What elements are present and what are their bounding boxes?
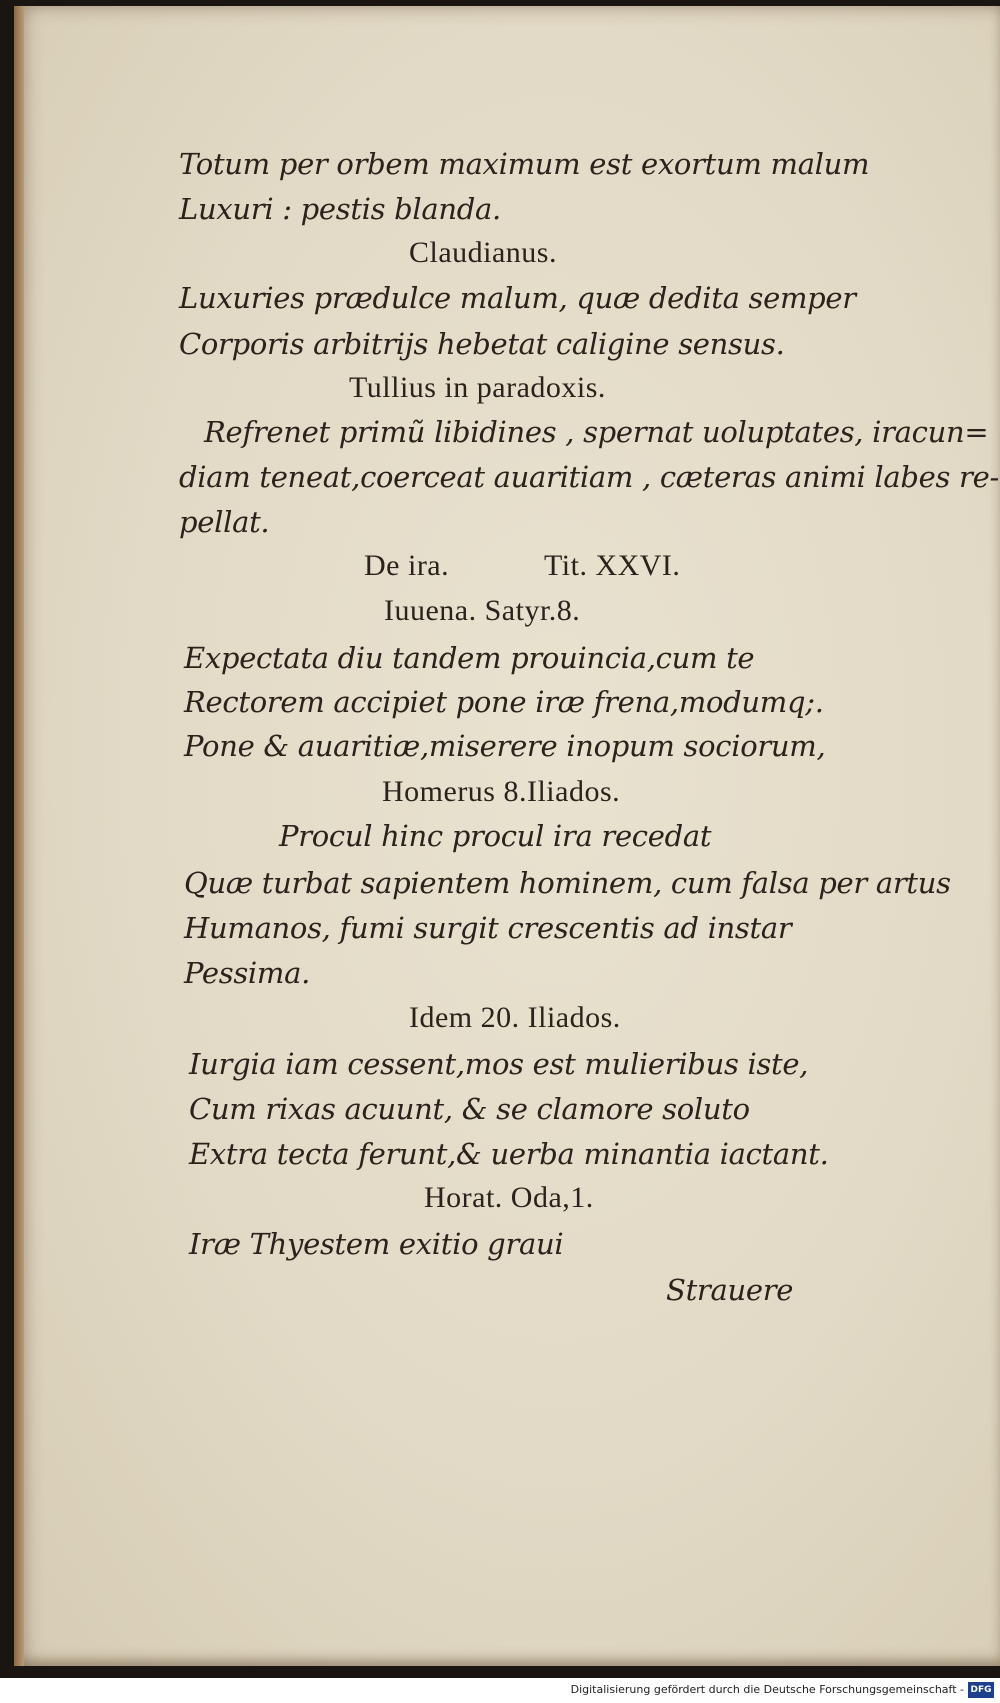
verse-line: Iræ Thyestem exitio graui xyxy=(189,1227,564,1261)
verse-line: Pone & auaritiæ,miserere inopum sociorum, xyxy=(184,729,826,763)
catchword: Strauere xyxy=(666,1273,794,1307)
author-heading: Claudianus. xyxy=(409,236,557,269)
verse-line: Procul hinc procul ira recedat xyxy=(279,819,712,853)
author-heading: Iuuena. Satyr.8. xyxy=(384,594,581,627)
verse-line: Luxuri : pestis blanda. xyxy=(179,192,501,226)
prose-line: diam teneat,coerceat auaritiam , cæteras animi labes re- xyxy=(179,460,999,494)
verse-line: Rectorem accipiet pone iræ frena,modumq;. xyxy=(184,685,824,719)
author-heading: Tullius in paradoxis. xyxy=(349,371,606,404)
digitization-footer xyxy=(0,1678,1000,1703)
book-page xyxy=(14,6,1000,1666)
verse-line: Cum rixas acuunt, & se clamore soluto xyxy=(189,1092,750,1126)
verse-line: Expectata diu tandem prouincia,cum te xyxy=(184,641,755,675)
verse-line: Luxuries prædulce malum, quæ dedita semper xyxy=(179,281,856,315)
author-heading: Horat. Oda,1. xyxy=(424,1181,594,1214)
page-text xyxy=(14,6,1000,1666)
verse-line: Iurgia iam cessent,mos est mulieribus iste, xyxy=(189,1047,809,1081)
verse-line: Pessima. xyxy=(184,956,311,990)
verse-line: Corporis arbitrijs hebetat caligine sensus. xyxy=(179,327,785,361)
verse-line: Humanos, fumi surgit crescentis ad instar xyxy=(184,911,792,945)
author-heading: Idem 20. Iliados. xyxy=(409,1001,621,1034)
section-heading: De ira. xyxy=(364,549,450,582)
verse-line: Quæ turbat sapientem hominem, cum falsa per artus xyxy=(184,866,951,900)
title-number: Tit. XXVI. xyxy=(544,549,681,582)
prose-line: pellat. xyxy=(179,505,270,539)
verse-line: Extra tecta ferunt,& uerba minantia iactant. xyxy=(189,1137,829,1171)
funding-credit: Digitalisierung gefördert durch die Deutsche Forschungsgemeinschaft - xyxy=(570,1683,964,1696)
author-heading: Homerus 8.Iliados. xyxy=(382,775,621,808)
prose-line: Refrenet primũ libidines , spernat uoluptates, iracun= xyxy=(204,415,989,449)
page-binding-edge xyxy=(14,6,24,1666)
dfg-logo: DFG xyxy=(968,1682,994,1698)
verse-line: Totum per orbem maximum est exortum malum xyxy=(179,147,870,181)
